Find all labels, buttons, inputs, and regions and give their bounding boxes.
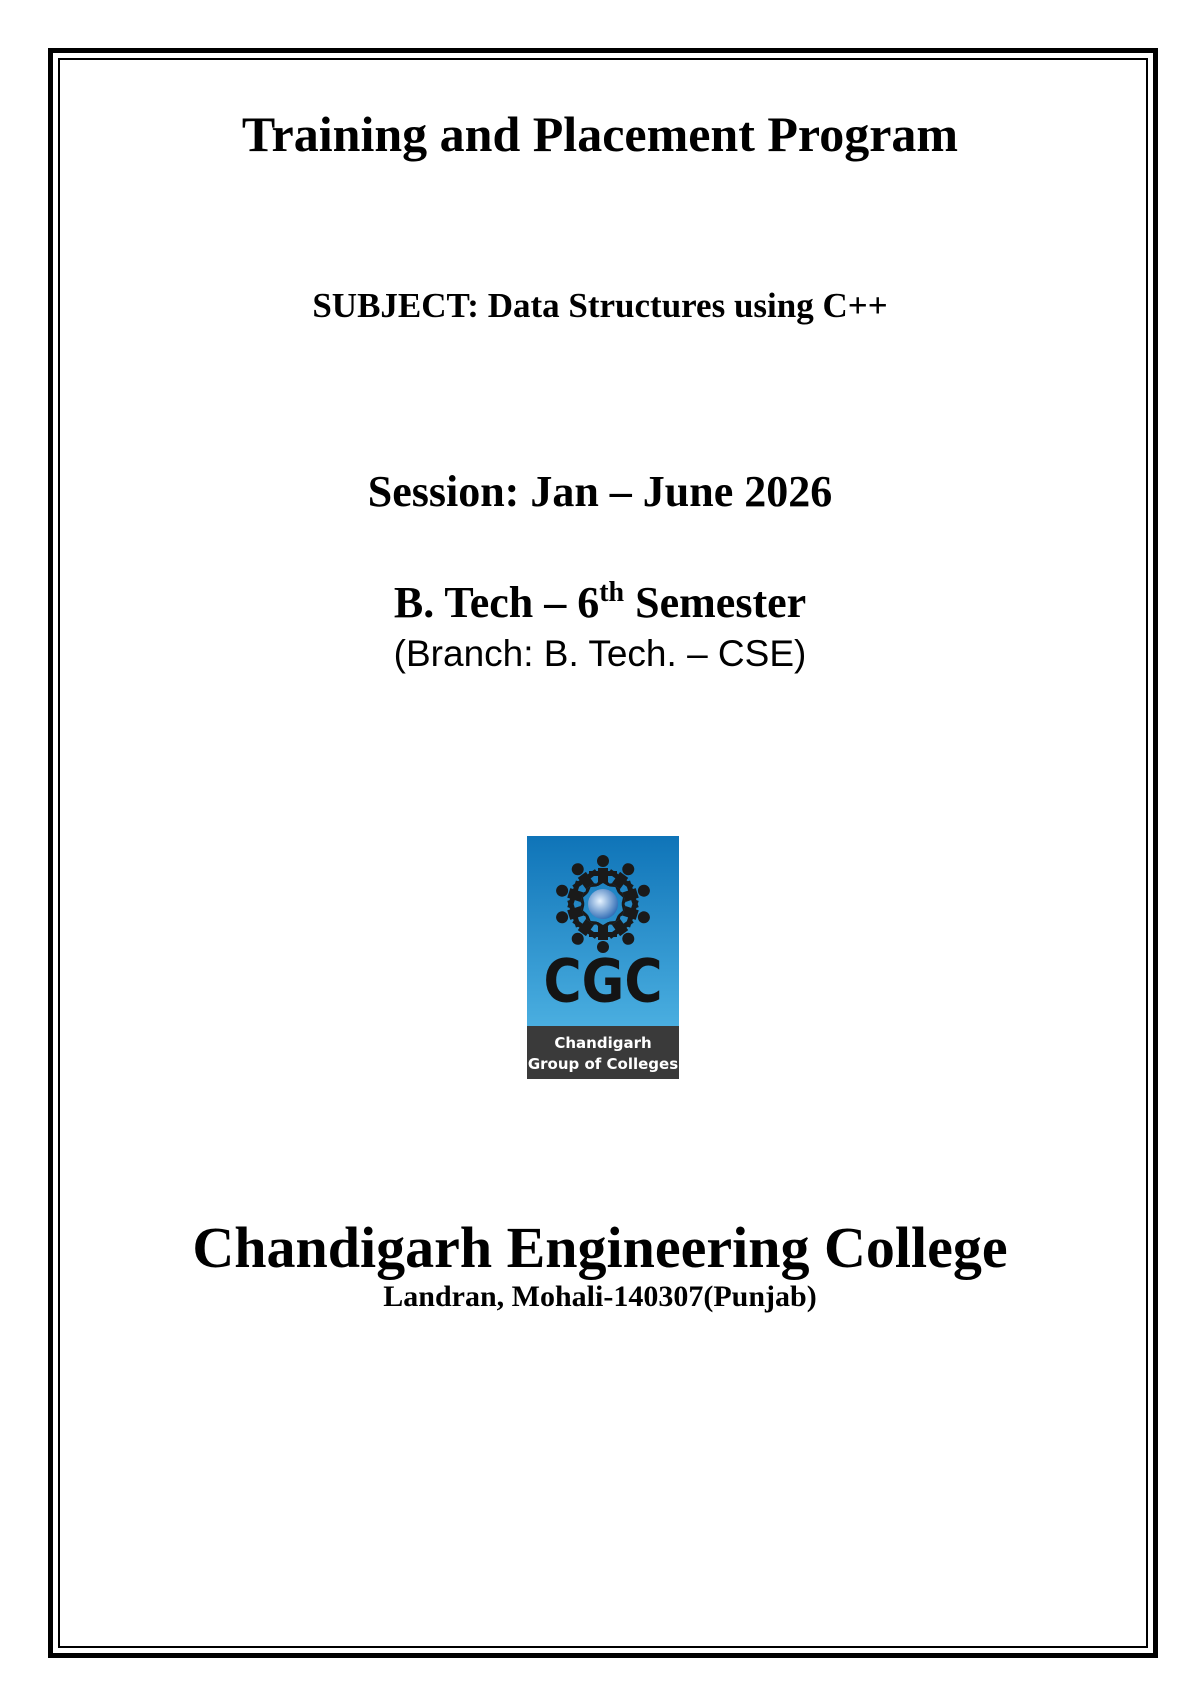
- semester-line: [0, 576, 1200, 630]
- globe-icon: [588, 889, 618, 919]
- logo-acronym: CGC: [543, 947, 663, 1017]
- semester-prefix: B. Tech – 6: [393, 578, 600, 627]
- subject-line: SUBJECT: Data Structures using C++: [312, 286, 888, 325]
- college-name: Chandigarh Engineering College: [192, 1215, 1008, 1280]
- cgc-logo: [527, 836, 679, 1079]
- branch-line: (Branch: B. Tech. – CSE): [393, 633, 807, 674]
- semester-suffix: Semester: [624, 578, 807, 627]
- logo-line2: Group of Colleges: [527, 1055, 679, 1073]
- logo-line1: Chandigarh: [554, 1034, 652, 1052]
- cgc-logo-graphic: [527, 836, 679, 1079]
- semester-superscript: th: [599, 577, 625, 608]
- college-address: Landran, Mohali-140307(Punjab): [383, 1280, 817, 1313]
- program-title: Training and Placement Program: [241, 106, 959, 162]
- session-line: Session: Jan – June 2026: [367, 467, 833, 516]
